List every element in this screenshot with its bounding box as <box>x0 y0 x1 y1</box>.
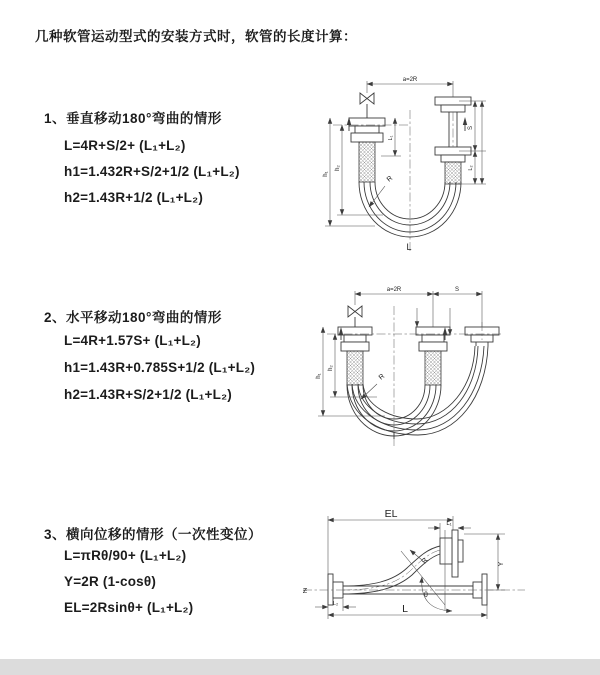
radius-leader <box>361 373 386 399</box>
dim-label-a2r: a=2R <box>402 77 418 83</box>
flange-left <box>349 118 385 182</box>
dim-l <box>328 591 487 619</box>
section1-heading: 1、垂直移动180°弯曲的情形 <box>44 111 222 126</box>
valve-icon <box>360 93 374 118</box>
dim-l1 <box>428 521 471 538</box>
diagram-vertical-180-bend <box>305 68 585 266</box>
dim-s <box>433 287 482 294</box>
dim-label-y: Y <box>498 561 505 567</box>
dim-label-s: S <box>454 287 460 293</box>
section1-formula-h2: h2=1.43R+1/2 (L₁+L₂) <box>64 190 204 205</box>
dim-label-l2: L₂ <box>332 601 339 607</box>
diagram-lateral-displacement <box>295 498 595 643</box>
dim-label-el: EL <box>384 508 398 520</box>
section1-formula-L: L=4R+S/2+ (L₁+L₂) <box>64 138 186 153</box>
dim-l2 <box>315 599 356 611</box>
section2-formula-h1: h1=1.43R+0.785S+1/2 (L₁+L₂) <box>64 360 256 375</box>
length-label: L <box>406 242 412 252</box>
dim-a-2r <box>367 77 453 97</box>
braided-hose-left <box>359 142 375 182</box>
section2-heading: 2、水平移动180°弯曲的情形 <box>44 310 222 325</box>
section1-formula-h1: h1=1.432R+S/2+1/2 (L₁+L₂) <box>64 164 240 179</box>
flange-top-right <box>440 530 463 577</box>
diagram-horizontal-180-bend <box>305 278 595 453</box>
dim-a-2r <box>355 287 482 327</box>
section3-formula-L: L=πRθ/90+ (L₁+L₂) <box>64 548 187 563</box>
footer-strip <box>0 659 600 675</box>
section3-heading: 3、横向位移的情形（一次性变位） <box>44 527 263 542</box>
valve-icon <box>348 306 362 327</box>
dim-label-a2r: a=2R <box>386 287 402 293</box>
dim-label-h2: h₂ <box>328 365 334 371</box>
section2-formula-h2: h2=1.43R+S/2+1/2 (L₁+L₂) <box>64 387 232 402</box>
dim-el <box>328 508 453 574</box>
radius-label: R <box>377 372 387 382</box>
dim-label-h1: h₁ <box>323 171 329 177</box>
section3-formula-EL: EL=2Rsinθ+ (L₁+L₂) <box>64 600 194 615</box>
dim-label-l2: L₂ <box>468 165 474 171</box>
dim-label-s: S <box>468 125 474 131</box>
length-label: L <box>402 603 408 615</box>
section2-formula-L: L=4R+1.57S+ (L₁+L₂) <box>64 333 201 348</box>
u-bend-hose-moved <box>347 346 488 435</box>
angle-label: θ <box>424 592 428 599</box>
page-title: 几种软管运动型式的安装方式时，软管的长度计算： <box>35 29 357 44</box>
radius-label: R <box>385 174 395 184</box>
centerline-axis-mark: Ƶ <box>302 588 308 595</box>
dim-label-h2: h₂ <box>335 165 341 171</box>
dim-label-l1: L₁ <box>388 135 394 141</box>
section3-formula-Y: Y=2R (1-cosθ) <box>64 574 157 589</box>
braided-hose-right <box>445 162 461 184</box>
braided-hose-left <box>347 351 363 385</box>
dim-label-l1: L₁ <box>446 521 452 527</box>
dim-label-h1: h₁ <box>316 373 322 379</box>
radius-label: R <box>420 556 430 566</box>
braided-hose-middle <box>425 351 441 385</box>
hose-displaced-s-curve <box>343 546 440 594</box>
flange-right <box>473 574 487 605</box>
flange-left <box>338 327 372 385</box>
